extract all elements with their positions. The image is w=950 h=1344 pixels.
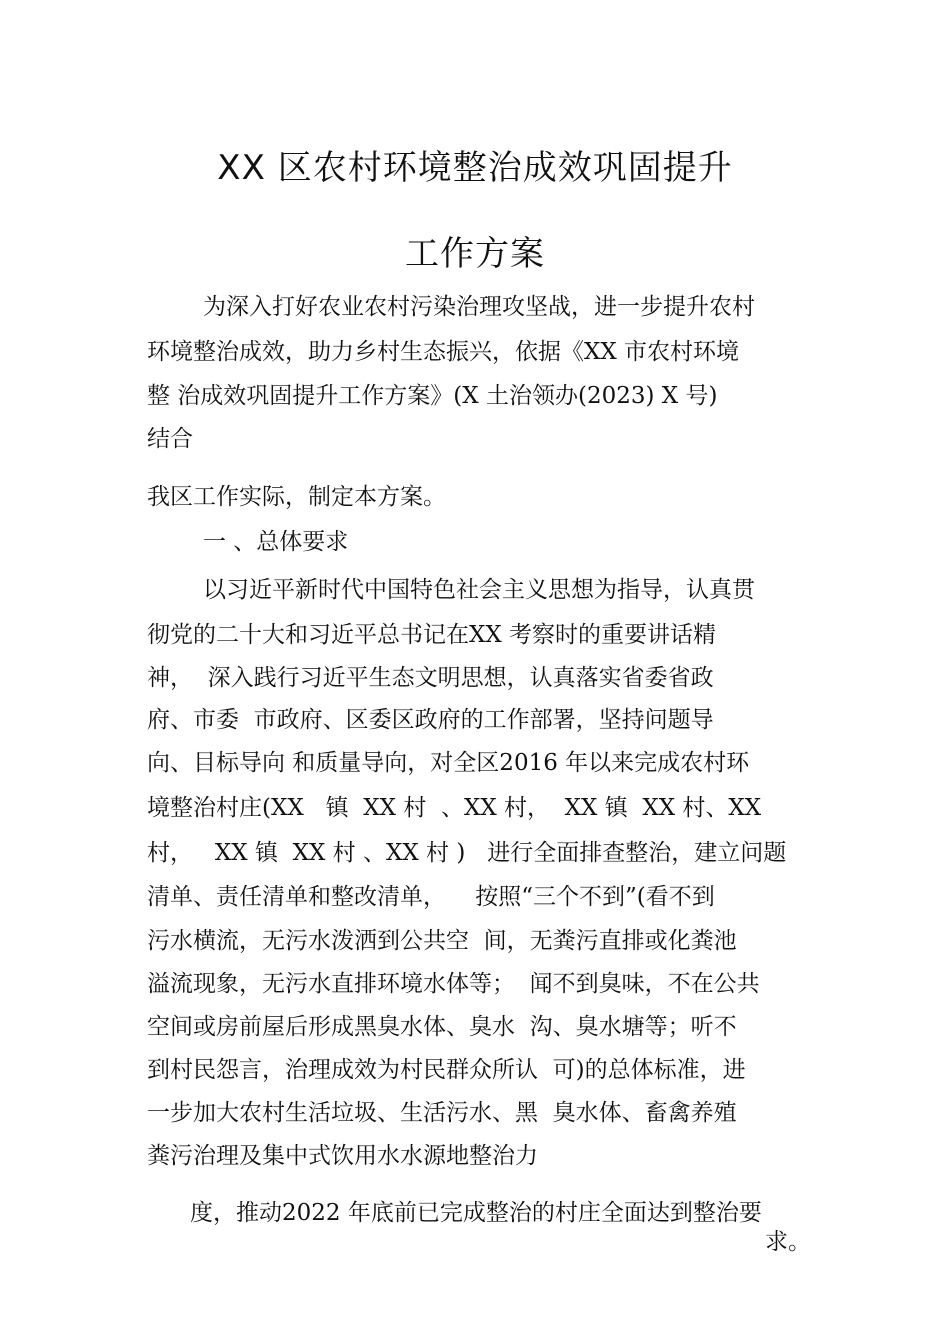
intro-line-3: 整 治成效巩固提升工作方案》(X 土治领办(2023) X 号) <box>147 383 718 409</box>
body-last-tail: 求。 <box>765 1229 811 1255</box>
body-last-line: 度，推动2022 年底前已完成整治的村庄全面达到整治要 <box>190 1200 762 1226</box>
intro-line-2: 环境整治成效，助力乡村生态振兴，依据《XX 市农村环境 <box>147 339 740 365</box>
body-line-5: 向、目标导向 和质量导向，对全区2016 年以来完成农村环 <box>147 750 750 776</box>
body-line-1: 以习近平新时代中国特色社会主义思想为指导，认真贯 <box>203 577 755 603</box>
body-line-6: 境整治村庄(XX 镇 XX 村 、XX 村， XX 镇 XX 村、XX <box>147 795 762 821</box>
document-title-line-1: XX 区农村环境整治成效巩固提升 <box>217 148 733 188</box>
body-line-12: 到村民怨言，治理成效为村民群众所认 可)的总体标准，进 <box>147 1057 746 1083</box>
section-heading: 一 、总体要求 <box>203 529 349 555</box>
body-line-14: 粪污治理及集中式饮用水水源地整治力 <box>147 1143 538 1169</box>
intro-line-5: 我区工作实际，制定本方案。 <box>147 484 446 510</box>
body-line-2: 彻党的二十大和习近平总书记在XX 考察时的重要讲话精 <box>147 622 717 648</box>
intro-line-4: 结合 <box>147 426 193 452</box>
body-line-3: 神， 深入践行习近平生态文明思想，认真落实省委省政 <box>147 665 714 691</box>
body-line-13: 一步加大农村生活垃圾、生活污水、黑 臭水体、畜禽养殖 <box>147 1100 737 1126</box>
body-line-8: 清单、责任清单和整改清单， 按照“三个不到”(看不到 <box>147 884 715 910</box>
body-line-7: 村， XX 镇 XX 村 、XX 村 ) 进行全面排查整治，建立问题 <box>147 840 787 866</box>
body-line-11: 空间或房前屋后形成黑臭水体、臭水 沟、臭水塘等；听不 <box>147 1014 737 1040</box>
intro-line-1: 为深入打好农业农村污染治理攻坚战，进一步提升农村 <box>203 294 755 320</box>
body-line-9: 污水横流，无污水泼洒到公共空 间，无粪污直排或化粪池 <box>147 928 737 954</box>
body-line-4: 府、市委 市政府、区委区政府的工作部署，坚持问题导 <box>147 707 714 733</box>
body-line-10: 溢流现象，无污水直排环境水体等； 闻不到臭味，不在公共 <box>147 971 760 997</box>
document-title-line-2: 工作方案 <box>405 234 545 274</box>
